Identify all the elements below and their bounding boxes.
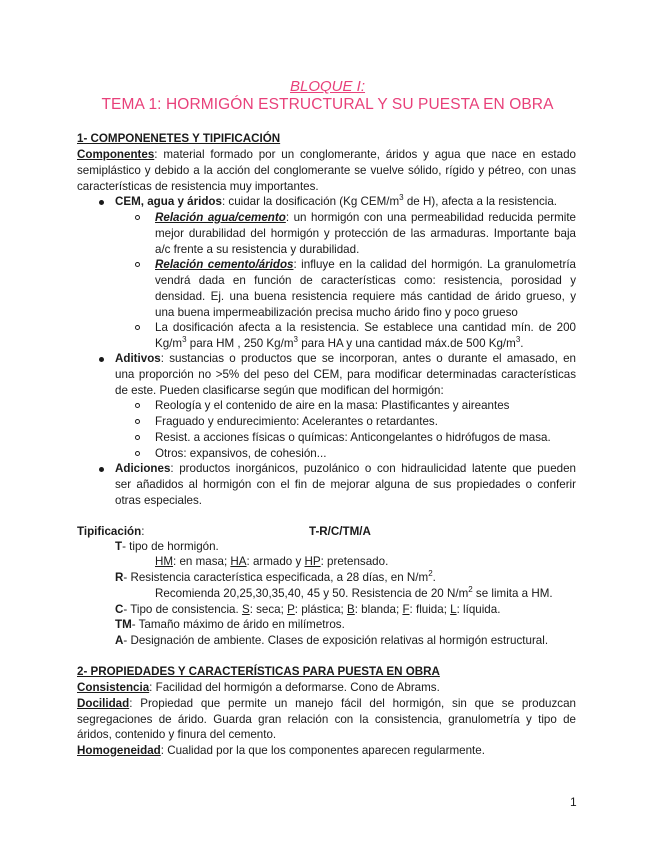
additions-line-3: otras especiales.	[115, 494, 202, 507]
consistency-line: Consistencia: Facilidad del hormigón a deformarse. Cono de Abrams.	[77, 681, 440, 694]
additive-type-1: Reología y el contenido de aire en la masa: Plastificantes y aireantes	[155, 399, 510, 412]
dosage-line-2: $Kg/m^3$ para HM , 250 $Kg/m^3$ para HA y una cantidad máx.de 500 $Kg/m^3$.	[155, 335, 524, 350]
additives-line-3: de este. Pueden clasificarse según que modifican del hormigón:	[115, 384, 444, 397]
circle-bullet-icon	[135, 215, 140, 220]
circle-bullet-icon	[135, 403, 140, 408]
tip-t-detail: HM: en masa; HA: armado y HP: pretensado.	[155, 555, 389, 568]
components-line-3: características de resistencia muy importantes.	[77, 180, 319, 193]
circle-bullet-icon	[135, 325, 140, 330]
circle-bullet-icon	[135, 451, 140, 456]
ratio-water-cement-line-2: mejor durabilidad del hormigón y protección de las armaduras. Importante baja	[155, 227, 576, 240]
additives-line-2: una proporción no >5% del peso del CEM, para modificar determinadas características	[115, 368, 576, 381]
ratio-cement-aggregate-line-2: vendrá dada en función de características como: resistencia, porosidad y	[155, 274, 576, 287]
circle-bullet-icon	[135, 419, 140, 424]
tip-r: R- Resistencia característica especificada, a 28 días, en $N/m^2$.	[115, 569, 436, 584]
docility-line-2: segregaciones de árido. Guarda gran relación con la consistencia, granulometría y tipo de	[77, 713, 576, 726]
tip-a: A- Designación de ambiente. Clases de exposición relativas al hormigón estructural.	[115, 634, 549, 647]
topic-title: TEMA 1: HORMIGÓN ESTRUCTURAL Y SU PUESTA EN OBRA	[101, 96, 554, 113]
dosage-line-1: La dosificación afecta a la resistencia. Se establece una cantidad mín. de 200	[155, 321, 576, 334]
bullet-icon	[99, 200, 104, 205]
circle-bullet-icon	[135, 435, 140, 440]
ratio-cement-aggregate-line-3: densidad. Ej. una buena resistencia requiere más cantidad de árido grueso, y	[155, 290, 576, 303]
ratio-water-cement-line-3: a/c frente a su resistencia y durabilidad.	[155, 243, 360, 256]
cem-line: CEM, agua y áridos: cuidar la dosificación (Kg CEM/$m^3$ de H), afecta a la resistencia.	[115, 193, 557, 208]
tip-c: C- Tipo de consistencia. S: seca; P: plástica; B: blanda; F: fluida; L: líquida.	[115, 603, 501, 616]
block-title: BLOQUE I:	[289, 78, 366, 95]
section-2-heading: 2- PROPIEDADES Y CARACTERÍSTICAS PARA PUESTA EN OBRA	[77, 665, 440, 678]
additions-line-1: Adiciones: productos inorgánicos, puzolánico o con hidraulicidad latente que pueden	[115, 462, 576, 475]
circle-bullet-icon	[135, 262, 140, 267]
tipificacion-label: Tipificación:	[77, 525, 145, 538]
docility-line-3: áridos, contenido y finura del cemento.	[77, 728, 277, 741]
ratio-water-cement-line-1: Relación agua/cemento: un hormigón con una permeabilidad reducida permite	[155, 211, 576, 224]
components-line-1: Componentes: material formado por un conglomerante, áridos y agua que nace en estado	[77, 148, 576, 161]
tip-r-detail: Recomienda 20,25,30,35,40, 45 y 50. Resistencia de 20 $N/m^2$ se limita a HM.	[155, 585, 553, 600]
additives-line-1: Aditivos: sustancias o productos que se incorporan, antes o durante el amasado, en	[115, 352, 576, 365]
homogeneity-line: Homogeneidad: Cualidad por la que los componentes aparecen regularmente.	[77, 744, 485, 757]
bullet-icon	[99, 357, 104, 362]
page-number: 1	[570, 795, 577, 809]
bullet-icon	[99, 467, 104, 472]
tip-t: T- tipo de hormigón.	[115, 540, 219, 553]
tip-tm: TM- Tamaño máximo de árido en milímetros.	[115, 618, 345, 631]
tipificacion-code: T-R/C/TM/A	[309, 525, 371, 538]
section-1-heading: 1- COMPONENETES Y TIPIFICACIÓN	[77, 132, 281, 145]
additive-type-2: Fraguado y endurecimiento: Acelerantes o retardantes.	[155, 415, 438, 428]
ratio-cement-aggregate-line-4: una buena impermeabilización precisa mucho árido fino y poco grueso	[155, 306, 518, 319]
ratio-cement-aggregate-line-1: Relación cemento/áridos: influye en la calidad del hormigón. La granulometría	[155, 258, 577, 271]
additions-line-2: ser añadidos al hormigón con el fin de mejorar alguna de sus propiedades o conferir	[115, 478, 576, 491]
docility-line-1: Docilidad: Propiedad que permite un manejo fácil del hormigón, sin que se produzcan	[77, 697, 576, 710]
additive-type-3: Resist. a acciones físicas o químicas: Anticongelantes o hidrófugos de masa.	[155, 431, 551, 444]
components-line-2: semiplástico y debido a la acción del conglomerante se vuelve sólido, rígido y pétreo, con unas	[77, 164, 576, 177]
additive-type-4: Otros: expansivos, de cohesión...	[155, 447, 327, 460]
